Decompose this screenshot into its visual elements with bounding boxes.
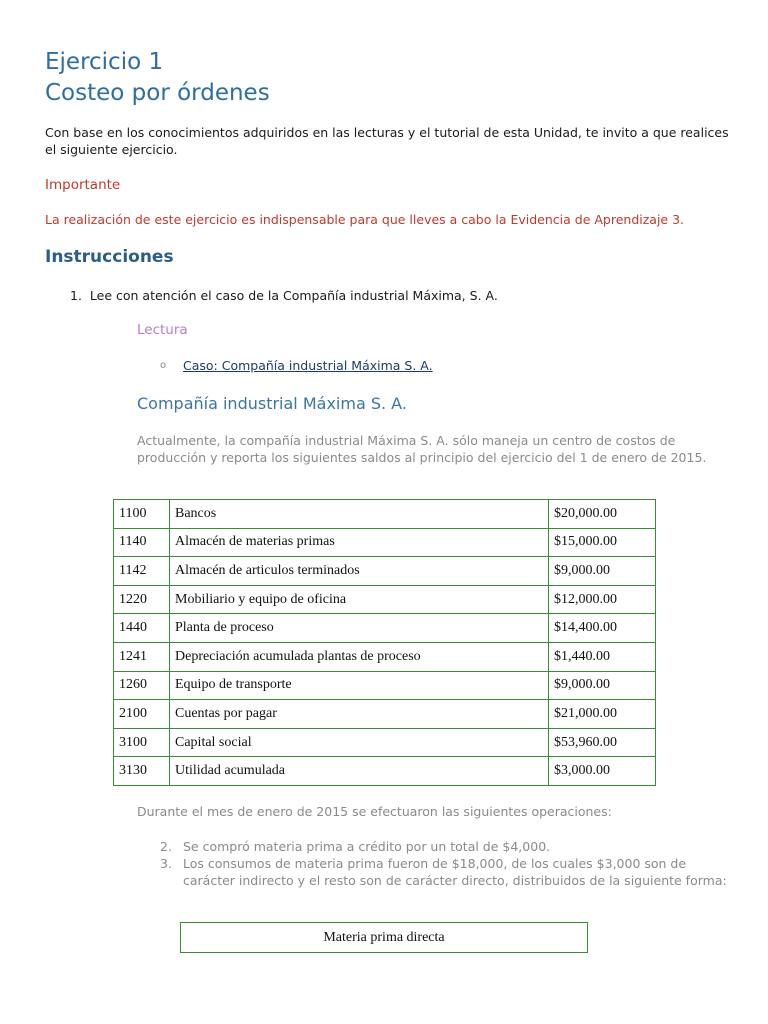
list-item xyxy=(155,838,730,855)
table-row xyxy=(114,500,656,529)
instruction-step-1 xyxy=(70,288,498,303)
table-row xyxy=(114,671,656,700)
account-name: Mobiliario y equipo de oficina xyxy=(170,585,549,614)
operations-list xyxy=(155,838,730,889)
table-row xyxy=(114,528,656,557)
account-amount: $9,000.00 xyxy=(549,557,656,586)
account-code: 1241 xyxy=(114,642,170,671)
important-label: Importante xyxy=(45,177,121,193)
table-header-cell: Materia prima directa xyxy=(181,923,588,953)
account-code: 1220 xyxy=(114,585,170,614)
account-code: 1440 xyxy=(114,614,170,643)
instructions-heading: Instrucciones xyxy=(45,247,174,267)
account-code: 2100 xyxy=(114,700,170,729)
account-amount: $53,960.00 xyxy=(549,728,656,757)
bullet-icon: o xyxy=(160,360,167,371)
reading-label: Lectura xyxy=(137,322,188,338)
table-row xyxy=(114,728,656,757)
account-name: Capital social xyxy=(170,728,549,757)
table-row xyxy=(114,614,656,643)
account-code: 3130 xyxy=(114,757,170,786)
account-name: Depreciación acumulada plantas de proceso xyxy=(170,642,549,671)
direct-material-table xyxy=(180,922,588,953)
account-name: Bancos xyxy=(170,500,549,529)
account-name: Utilidad acumulada xyxy=(170,757,549,786)
account-name: Almacén de materias primas xyxy=(170,528,549,557)
intro-text: Con base en los conocimientos adquiridos en las lecturas y el tutorial de esta Unidad, te invito a que realices el siguiente ejercicio. xyxy=(45,125,729,157)
account-code: 1142 xyxy=(114,557,170,586)
operations-intro: Durante el mes de enero de 2015 se efectuaron las siguientes operaciones: xyxy=(137,804,612,819)
account-name: Planta de proceso xyxy=(170,614,549,643)
account-amount: $12,000.00 xyxy=(549,585,656,614)
table-row xyxy=(114,585,656,614)
account-name: Cuentas por pagar xyxy=(170,700,549,729)
account-code: 1260 xyxy=(114,671,170,700)
case-link[interactable]: Caso: Compañía industrial Máxima S. A. xyxy=(183,358,433,373)
case-heading: Compañía industrial Máxima S. A. xyxy=(137,394,407,413)
account-amount: $14,400.00 xyxy=(549,614,656,643)
balances-table xyxy=(113,499,656,786)
table-row xyxy=(181,923,588,953)
item-text: Los consumos de materia prima fueron de $18,000, de los cuales $3,000 son de carácter indirecto y el resto son de carácter directo, distribuidos de la siguiente forma: xyxy=(183,856,727,888)
account-amount: $21,000.00 xyxy=(549,700,656,729)
list-item xyxy=(155,855,730,889)
account-code: 1140 xyxy=(114,528,170,557)
account-amount: $9,000.00 xyxy=(549,671,656,700)
account-amount: $20,000.00 xyxy=(549,500,656,529)
account-name: Almacén de articulos terminados xyxy=(170,557,549,586)
step-number: 1. xyxy=(70,288,82,303)
item-number: 3. xyxy=(160,856,172,871)
table-row xyxy=(114,557,656,586)
case-description: Actualmente, la compañía industrial Máxima S. A. sólo maneja un centro de costos de producción y reporta los siguientes saldos al principio del ejercicio del 1 de enero de 2015. xyxy=(137,433,707,465)
page-title: Ejercicio 1 xyxy=(45,49,164,75)
table-row xyxy=(114,700,656,729)
important-text: La realización de este ejercicio es indispensable para que lleves a cabo la Evidencia de Aprendizaje 3. xyxy=(45,212,685,227)
account-amount: $3,000.00 xyxy=(549,757,656,786)
account-code: 1100 xyxy=(114,500,170,529)
table-row xyxy=(114,757,656,786)
account-amount: $15,000.00 xyxy=(549,528,656,557)
item-number: 2. xyxy=(160,839,172,854)
account-code: 3100 xyxy=(114,728,170,757)
account-name: Equipo de transporte xyxy=(170,671,549,700)
table-row xyxy=(114,642,656,671)
item-text: Se compró materia prima a crédito por un total de $4,000. xyxy=(183,839,551,854)
step-text: Lee con atención el caso de la Compañía industrial Máxima, S. A. xyxy=(89,288,498,303)
page-subtitle: Costeo por órdenes xyxy=(45,80,270,106)
account-amount: $1,440.00 xyxy=(549,642,656,671)
